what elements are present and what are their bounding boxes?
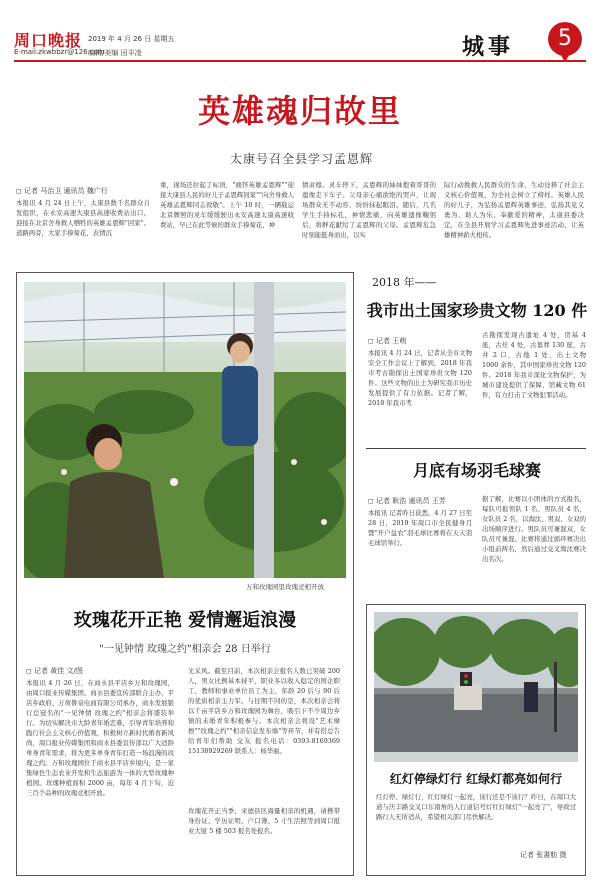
badminton-col-2: 据了解，比赛以小团体的方式报名，每队可报领队 1 名、男队员 4 名，女队员 2 名，以淘汰、男双、女双的出场顺序进行。男队员可兼混双，女队员可兼混。比赛将通过循环赛决出小组前两名，然后通过交叉淘汰赛决出名次。 bbox=[482, 495, 586, 563]
rose-garden-image bbox=[24, 282, 346, 578]
relics-byline-text: 记者 王萌 bbox=[376, 337, 407, 345]
badminton-col-1: 本报讯 记者昨日获悉，4 月 27 日至 28 日，2019 年周口市全民健身月暨"开户益农"羽毛球比赛将在天天羽毛球馆举行。 bbox=[368, 509, 472, 547]
main-col-4: 际行动挽救人民群众的生命，生动诠释了社会主义核心价值观，为全社会树立了榜样。英雄人民的好儿子，为弘扬孟恩辉英雄事迹，弘扬其见义勇为、助人为乐、奉献爱的精神，太康县委决定，在全县开展学习孟恩辉先进事迹活动，让英雄精神薪火相传。 bbox=[444, 181, 584, 239]
issue-date: 2019 年 4 月 26 日 星期五 bbox=[88, 35, 175, 43]
byline-marker-icon: ◻ bbox=[16, 187, 22, 195]
section-title: 城事 bbox=[462, 34, 515, 60]
byline-marker-icon: ◻ bbox=[368, 497, 374, 505]
relics-col-2: 古勘探发现古遗址 4 处，房基 4 座，古灶 4 处，古墓葬 130 座，古井 2 口，古地 1 处，出土文物 1000 余件，其中国家珍贵文物 120 件。2018 年我市深化文物保护，为城市建设提供了保障，馆藏文物 61 件，有力打击了文物犯罪活动。 bbox=[482, 331, 586, 399]
relics-rule bbox=[366, 448, 586, 449]
contact-email: E-mail:zkwbbzr@126.com bbox=[14, 48, 105, 56]
traffic-headline: 红灯停绿灯行 红绿灯都亮如何行 bbox=[389, 772, 563, 786]
byline-marker-icon: ◻ bbox=[368, 337, 374, 345]
relics-headline: 我市出土国家珍贵文物 120 件 bbox=[366, 301, 588, 320]
rose-byline-text: 记者 黄佳 文/图 bbox=[34, 667, 83, 675]
rose-col-2b: 玫瑰花开正当季，来德县区海量相亲的机遇，请携带身份证、学历证明、户口簿、5 寸生活照等到周口报业大厦 5 楼 503 报名处报名。 bbox=[188, 807, 340, 835]
rose-col-2: 光采风。截至目前，本次相亲会报名人数已突破 200 人，男女比例基本持平，职业多以收入稳定的国企职工、教师和事业单位员工为主，年龄 20 后与 90 后的优质相亲主力军。与往期不同的是，本次相亲会将以千亩平店乡万和玫瑰园为舞台，吸引下不少周边乡镇的未婚青年积极参与。本次相亲会将设"艺术摩擦""玫瑰之约""相亲信息发布墙"等环节，并有搭总告给青年们帮助 交友 报名电话：0393-8169369 15138929269 联系人：杨华丽。 bbox=[188, 667, 340, 755]
rose-headline: 玫瑰花开正艳 爱情邂逅浪漫 bbox=[73, 610, 297, 631]
rose-photo-caption: 万和玫瑰园里玫瑰竞相开放 bbox=[246, 583, 324, 591]
newspaper-logo: 周口晚报 bbox=[14, 31, 83, 50]
rose-byline bbox=[26, 666, 83, 676]
traffic-body: 红灯停、绿灯行，红灯绿灯一起亮，该行还是不该行？昨日，在周口大道与庆丰路交叉口东南角的人行道信号灯红灯绿灯"一起亮了"，导致过路行人无所适从，希望相关部门尽快解决。 bbox=[376, 793, 576, 821]
rose-col-1: 本报讯 4 月 26 日，在商水县平店乡万和玫瑰园，由周口报业传媒集团、商水县委宣传部联合主办，平店乡政府、万荷鲁泉电商有限公司承办，商水发展银行总冠名的"一见钟情 玫瑰之约"相亲会将盛装举行。为切实解决市大龄青年婚恋难，引导青年培养和践行社会主义核心价值观，积极树立新时代婚育新风尚，周口报业传媒集团和商水县委宣传部以广大适龄单身青年需求，将为更多单身青年打造一场浪漫的玫瑰之约。万和玫瑰园位于商水县平店乡境内，是一家集绿色生态农业开发和生态旅游为一体的大型玫瑰种植园。玫瑰种植面积 2000 亩，每年 4 月下旬，近三百个品种的玫瑰竞相开放。 bbox=[26, 679, 174, 797]
traffic-street-image bbox=[374, 612, 578, 762]
main-col-1: 本报讯 4 月 24 日上午，太康县数千名群众自发组织，在永安高速大康县高速收费站出口，迎接在北京舍身救人牺牲的英雄孟恩辉"回家"。道路两旁，大家手捧菊花，表情沉 bbox=[16, 199, 150, 237]
rose-subhead: "一见钟情 玫瑰之约"相亲会 28 日举行 bbox=[99, 644, 271, 655]
relics-col-1: 本报讯 4 月 24 日，记者从全市文物安全工作会议上了解到，2018 年我市考古勘探出土国家珍贵文物 120 件。这些文物的出土为研究我市历史发展提供了有力依据。记者了解，2018 年我市考 bbox=[368, 349, 472, 407]
main-byline-text: 记者 马治卫 通讯员 魏广行 bbox=[24, 187, 108, 195]
page-number-badge: 5 bbox=[548, 22, 582, 56]
masthead-rule bbox=[14, 60, 586, 62]
relics-year-tag: 2018 年—— bbox=[372, 276, 437, 289]
traffic-photo bbox=[374, 612, 578, 762]
badminton-byline bbox=[368, 496, 446, 506]
main-col-3: 情肃穆。灵车停下，孟恩辉的妹妹抱着哥哥的遗像走下车子。父母亲心痛欲绝的哭声，让现场群众无不动容，纷纷抹起眼泪。随后，几名学生手持标孔，神情悲痛，向英雄遗像鞠躬后，将鲜花献给了孟恩辉的父母。孟恩辉危急时刻能挺身而出，以实 bbox=[302, 181, 436, 239]
editor-line: 编辑/美编 田丰凌 bbox=[88, 49, 142, 57]
relics-byline bbox=[368, 336, 406, 346]
main-subhead: 太康号召全县学习孟恩辉 bbox=[230, 152, 374, 166]
traffic-byline: 记者 张書舫 摄 bbox=[520, 851, 567, 859]
badminton-headline: 月底有场羽毛球赛 bbox=[412, 461, 541, 480]
badminton-byline-text: 记者 耿浩 通讯员 王芳 bbox=[376, 497, 446, 505]
rose-photo bbox=[24, 282, 346, 578]
byline-marker-icon: ◻ bbox=[26, 667, 32, 675]
main-col-2: 重，现场还拉起了标语，"痛怀英雄孟恩辉""迎接大康县人民的好儿子孟恩辉回家""向舍身救人英雄孟恩辉同志致敬"。上午 10 时，一辆载运北京牌照的灵车缓缓驶出永安高速太康高速收费站，早已在此等候的群众手捧菊花，神 bbox=[160, 181, 294, 229]
main-byline bbox=[16, 186, 108, 196]
main-headline: 英雄魂归故里 bbox=[197, 92, 402, 130]
